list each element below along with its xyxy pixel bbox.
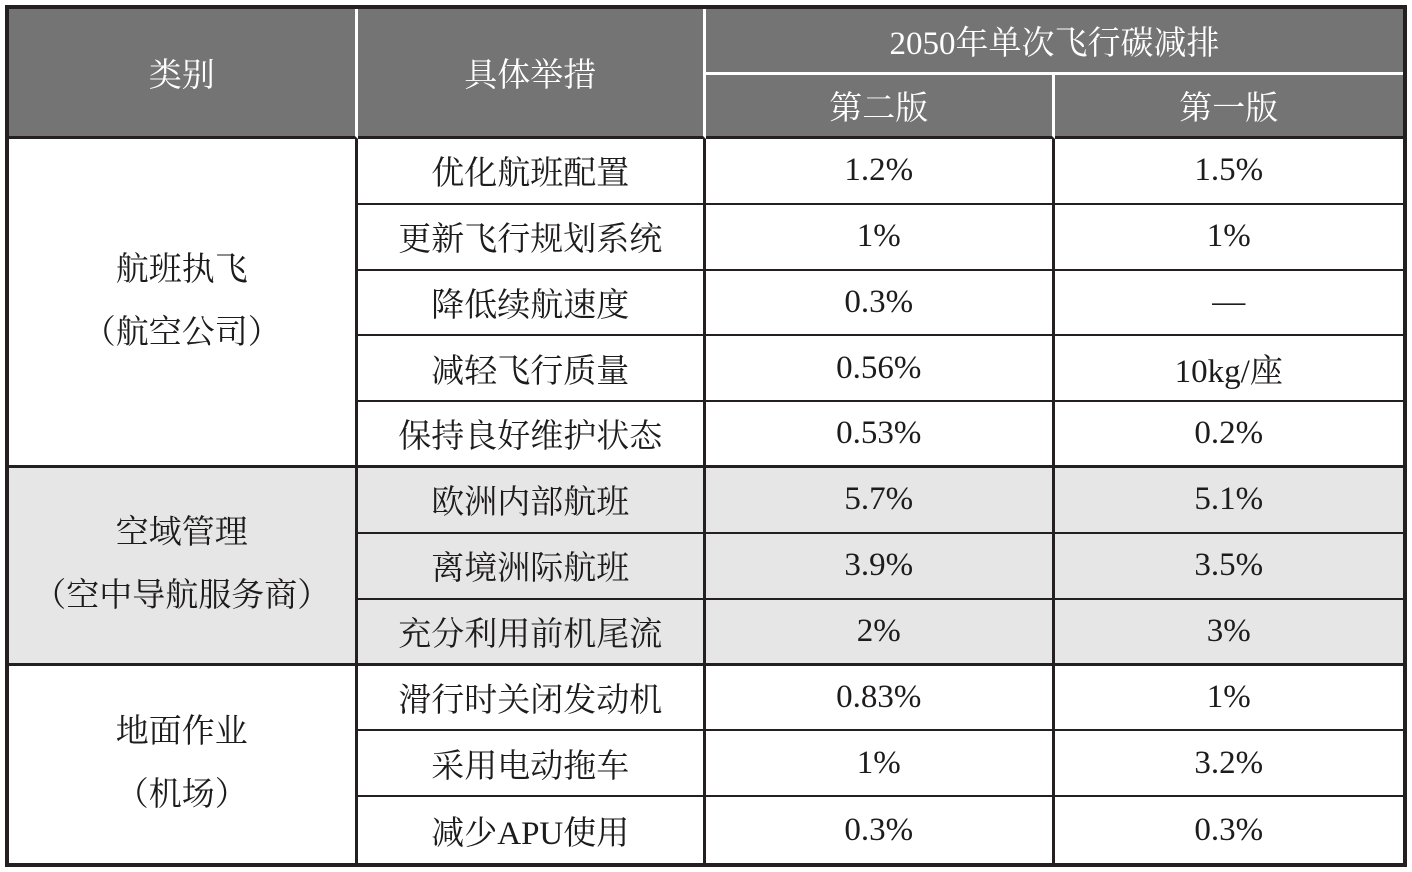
measure-cell: 减少APU使用 xyxy=(358,797,707,863)
measure-cell: 优化航班配置 xyxy=(358,139,707,205)
value-edition1-cell: 3.2% xyxy=(1055,731,1404,797)
category-subtitle: （航空公司） xyxy=(82,315,281,352)
table-row xyxy=(9,139,1403,205)
value-edition2-cell: 1% xyxy=(706,205,1055,271)
measure-cell: 欧洲内部航班 xyxy=(358,468,707,534)
table-body xyxy=(9,139,1403,863)
category-subtitle: （机场） xyxy=(115,777,248,814)
value-edition2-cell: 0.56% xyxy=(706,336,1055,402)
measure-cell: 充分利用前机尾流 xyxy=(358,600,707,666)
value-edition2-cell: 0.53% xyxy=(706,402,1055,468)
value-edition1-cell: 1.5% xyxy=(1055,139,1404,205)
value-edition2-cell: 2% xyxy=(706,600,1055,666)
category-name: 航班执飞 xyxy=(115,252,248,289)
value-edition2-cell: 1% xyxy=(706,731,1055,797)
value-edition2-cell: 1.2% xyxy=(706,139,1055,205)
value-edition1-cell: — xyxy=(1055,271,1404,337)
category-name: 空域管理 xyxy=(115,515,248,552)
value-edition1-cell: 1% xyxy=(1055,205,1404,271)
category-cell xyxy=(9,666,358,864)
carbon-reduction-table xyxy=(5,5,1407,867)
measure-cell: 更新飞行规划系统 xyxy=(358,205,707,271)
category-cell xyxy=(9,468,358,665)
value-edition2-cell: 3.9% xyxy=(706,534,1055,600)
measure-cell: 采用电动拖车 xyxy=(358,731,707,797)
header-category: 类别 xyxy=(9,9,358,139)
measure-cell: 保持良好维护状态 xyxy=(358,402,707,468)
value-edition1-cell: 0.3% xyxy=(1055,797,1404,863)
header-edition-1: 第一版 xyxy=(1055,75,1404,139)
category-name: 地面作业 xyxy=(115,714,248,751)
value-edition2-cell: 0.83% xyxy=(706,666,1055,732)
value-edition1-cell: 3% xyxy=(1055,600,1404,666)
category-cell xyxy=(9,139,358,468)
measure-cell: 离境洲际航班 xyxy=(358,534,707,600)
table-row xyxy=(9,666,1403,732)
measure-cell: 滑行时关闭发动机 xyxy=(358,666,707,732)
header-edition-2: 第二版 xyxy=(706,75,1055,139)
value-edition2-cell: 0.3% xyxy=(706,271,1055,337)
value-edition1-cell: 3.5% xyxy=(1055,534,1404,600)
header-measure: 具体举措 xyxy=(358,9,707,139)
measure-cell: 降低续航速度 xyxy=(358,271,707,337)
value-edition1-cell: 10kg/座 xyxy=(1055,336,1404,402)
category-subtitle: （空中导航服务商） xyxy=(33,578,331,615)
measure-cell: 减轻飞行质量 xyxy=(358,336,707,402)
value-edition2-cell: 0.3% xyxy=(706,797,1055,863)
value-edition1-cell: 5.1% xyxy=(1055,468,1404,534)
header-row-top xyxy=(9,9,1403,75)
value-edition1-cell: 1% xyxy=(1055,666,1404,732)
table-row xyxy=(9,468,1403,534)
value-edition1-cell: 0.2% xyxy=(1055,402,1404,468)
header-group-title: 2050年单次飞行碳减排 xyxy=(706,9,1403,75)
value-edition2-cell: 5.7% xyxy=(706,468,1055,534)
